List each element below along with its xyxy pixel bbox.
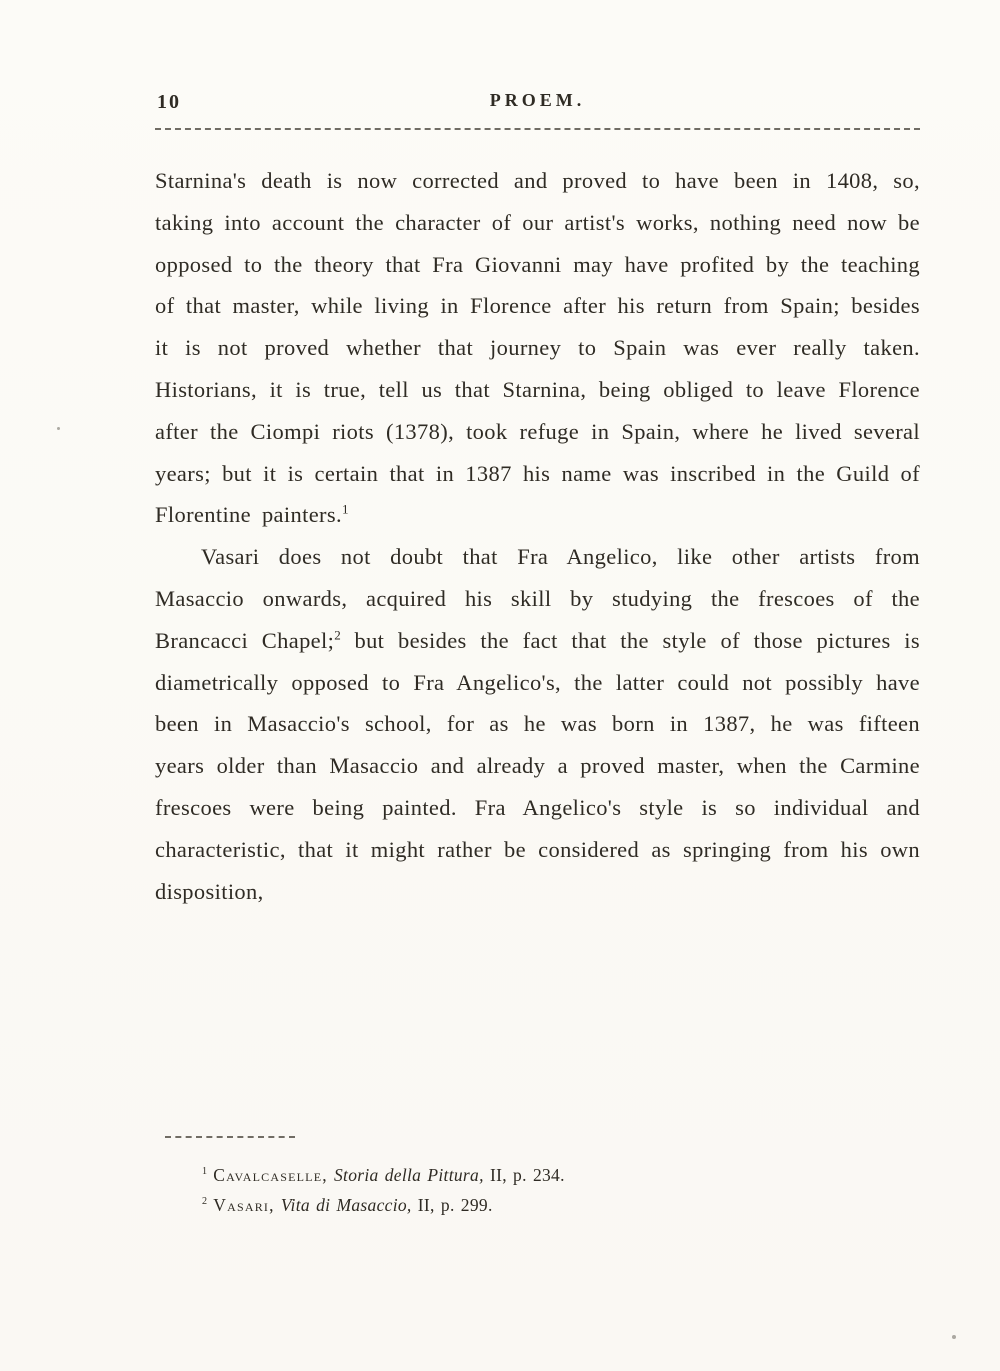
footnote-area — [155, 1136, 920, 1220]
text-run: Cavalcaselle, — [213, 1165, 328, 1185]
book-page — [0, 88, 1000, 1371]
text-run: Starnina's death is now corrected and proved to have been in 1408, so, taking into account the character of our artist's works, nothing need now be opposed to the theory that Fra Giovanni may have profited by the teaching of that master, while living in Florence after his return from Spain; besides it is not proved whether that journey to Spain was ever really taken. Historians, it is true, tell us that Starnina, being obliged to leave Florence after the Ciompi riots (1378), took refuge in Spain, where he lived several years; but it is certain that in 1387 his name was inscribed in the Guild of Florentine painters. — [155, 168, 920, 528]
page-header — [155, 88, 920, 116]
paragraph — [155, 160, 920, 536]
header-rule — [155, 128, 920, 130]
page-number: 10 — [157, 91, 181, 113]
footnote-reference: 2 — [202, 1196, 208, 1208]
scan-artifact — [57, 427, 60, 430]
text-run: Vita di Masaccio, — [280, 1195, 412, 1215]
footnote — [202, 1190, 920, 1220]
footnotes — [155, 1160, 920, 1220]
paragraph — [155, 536, 920, 912]
text-run: II, p. 299. — [411, 1195, 493, 1215]
text-run: II, p. 234. — [483, 1165, 565, 1185]
text-run: Vasari does not doubt that Fra Angelico, like other artists from Masaccio onwards, acquired his skill by studying the frescoes of the Brancacci Chapel; — [155, 544, 920, 653]
scan-artifact — [952, 1335, 956, 1339]
footnote-reference: 1 — [341, 501, 349, 517]
text-run: Vasari, — [213, 1195, 275, 1215]
body-text — [155, 160, 920, 912]
footnote-reference: 2 — [334, 627, 341, 643]
footnote-rule — [165, 1136, 295, 1138]
text-run: but besides the fact that the style of those pictures is diametrically opposed to Fra Angelico's, the latter could not possibly have been in Masaccio's school, for as he was born in 1387, he was fifteen years older than Masaccio and already a proved master, when the Carmine frescoes were being painted. Fra Angelico's style is so individual and characteristic, that it might rather be considered as springing from his own disposition, — [155, 627, 920, 904]
text-run: Storia della Pittura, — [333, 1165, 484, 1185]
running-title: PROEM. — [489, 90, 586, 110]
footnote-reference: 1 — [202, 1166, 208, 1178]
footnote — [202, 1160, 920, 1190]
